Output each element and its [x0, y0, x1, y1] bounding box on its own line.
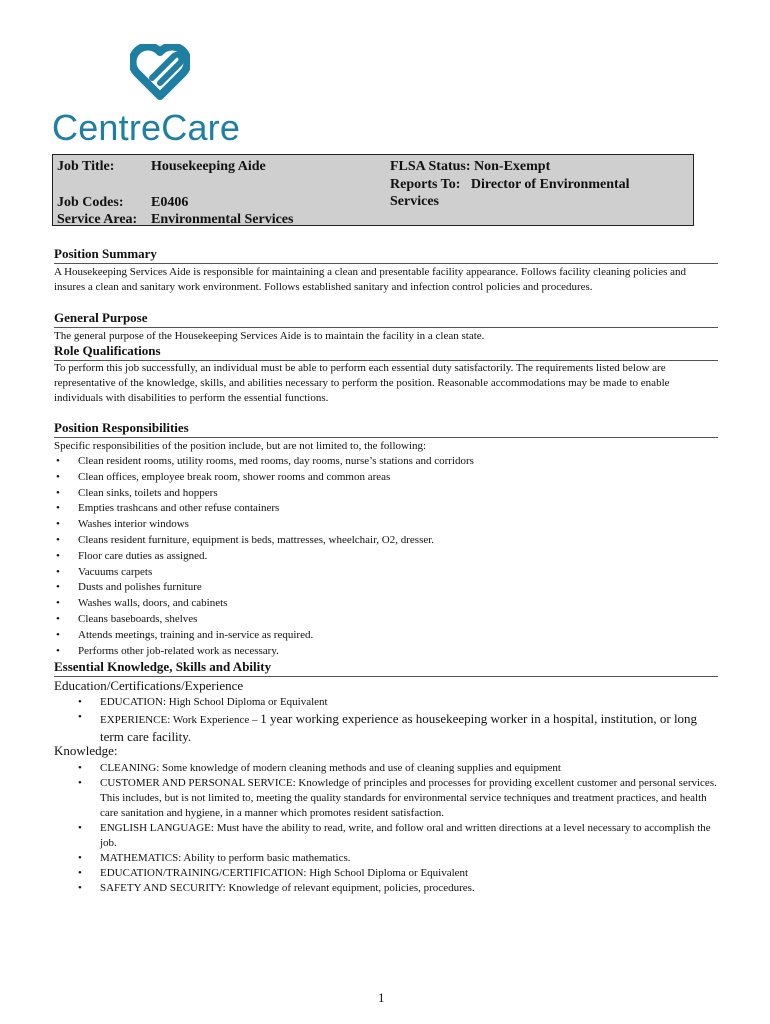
job-header-box: [52, 154, 694, 226]
list-item: • Clean resident rooms, utility rooms, med rooms, day rooms, nurse’s stations and corridors: [54, 454, 718, 470]
brand-name: CentreCare: [52, 107, 241, 148]
list-item: • CUSTOMER AND PERSONAL SERVICE: Knowledge of principles and processes for providing excellent customer and personal services. This includes, but is not limited to, meeting the quality standards for environmental service techniques and treatment practices, and health care sanitation and hygiene, in a manner which promotes resident satisfaction.: [78, 776, 718, 821]
list-item: • SAFETY AND SECURITY: Knowledge of relevant equipment, policies, procedures.: [78, 881, 718, 896]
knowledge-heading: Knowledge:: [54, 743, 118, 758]
list-item: • Dusts and polishes furniture: [54, 580, 718, 596]
list-item: • Washes interior windows: [54, 517, 718, 533]
list-item: • Clean sinks, toilets and hoppers: [54, 486, 718, 502]
job-codes-label: Job Codes:: [57, 195, 124, 210]
service-area-label: Service Area:: [57, 212, 138, 227]
reports-to-cont: Services: [390, 194, 439, 209]
reports-to: Reports To: Director of Environmental: [390, 177, 630, 192]
responsibilities-list: [54, 454, 718, 659]
list-item: [78, 710, 718, 746]
role-qualifications-text: To perform this job successfully, an individual must be able to perform each essential duty satisfactorily. The requirements listed below are representative of the knowledge, skills, and abilities necessary to perform the position. Reasonable accommodations may be made to enable individuals with disabilities to perform the essential functions.: [54, 362, 670, 405]
general-purpose-text: The general purpose of the Housekeeping Services Aide is to maintain the facility in a clean state.: [54, 330, 485, 342]
service-area-value: Environmental Services: [151, 212, 294, 227]
centrecare-logo: [52, 44, 282, 154]
role-qualifications-heading: Role Qualifications: [54, 343, 718, 361]
position-responsibilities-heading: Position Responsibilities: [54, 420, 718, 438]
experience-prefix: EXPERIENCE: Work Experience –: [100, 714, 261, 726]
list-item: • Attends meetings, training and in-service as required.: [54, 628, 718, 644]
knowledge-list: [78, 761, 718, 896]
heart-icon: [130, 44, 190, 102]
list-item: • EDUCATION/TRAINING/CERTIFICATION: High School Diploma or Equivalent: [78, 866, 718, 881]
job-title-label: Job Title:: [57, 159, 115, 174]
page-number: 1: [378, 990, 385, 1005]
list-item: • Cleans baseboards, shelves: [54, 612, 718, 628]
job-codes-value: E0406: [151, 195, 189, 210]
list-item: • ENGLISH LANGUAGE: Must have the ability to read, write, and follow oral and written directions at a level necessary to accomplish the job.: [78, 821, 718, 851]
experience-text: 1 year working experience as housekeeping worker in a hospital, institution, or long term care facility.: [100, 711, 698, 744]
list-item: • Floor care duties as assigned.: [54, 549, 718, 565]
position-summary-text: A Housekeeping Services Aide is responsible for maintaining a clean and presentable facility appearance. Follows facility cleaning policies and insures a clean and sanitary work environment. Follows established sanitary and infection control policies and procedures.: [54, 266, 686, 294]
list-item: • Clean offices, employee break room, shower rooms and common areas: [54, 470, 718, 486]
education-heading: Education/Certifications/Experience: [54, 678, 244, 693]
general-purpose-heading: General Purpose: [54, 310, 718, 328]
list-item: • Washes walls, doors, and cabinets: [54, 596, 718, 612]
list-item: • Cleans resident furniture, equipment is beds, mattresses, wheelchair, O2, dresser.: [54, 533, 718, 549]
list-item: • CLEANING: Some knowledge of modern cleaning methods and use of cleaning supplies and equipment: [78, 761, 718, 776]
flsa-status: FLSA Status: Non-Exempt: [390, 159, 551, 174]
list-item: • Vacuums carpets: [54, 565, 718, 581]
list-item: • MATHEMATICS: Ability to perform basic mathematics.: [78, 851, 718, 866]
position-summary-heading: Position Summary: [54, 246, 718, 264]
list-item: • Performs other job-related work as necessary.: [54, 644, 718, 660]
list-item: • EDUCATION: High School Diploma or Equivalent: [78, 695, 718, 710]
responsibilities-intro: Specific responsibilities of the position include, but are not limited to, the following:: [54, 440, 427, 452]
essential-knowledge-heading: Essential Knowledge, Skills and Ability: [54, 659, 718, 677]
job-title-value: Housekeeping Aide: [151, 159, 266, 174]
education-list: [78, 695, 718, 746]
list-item: • Empties trashcans and other refuse containers: [54, 501, 718, 517]
